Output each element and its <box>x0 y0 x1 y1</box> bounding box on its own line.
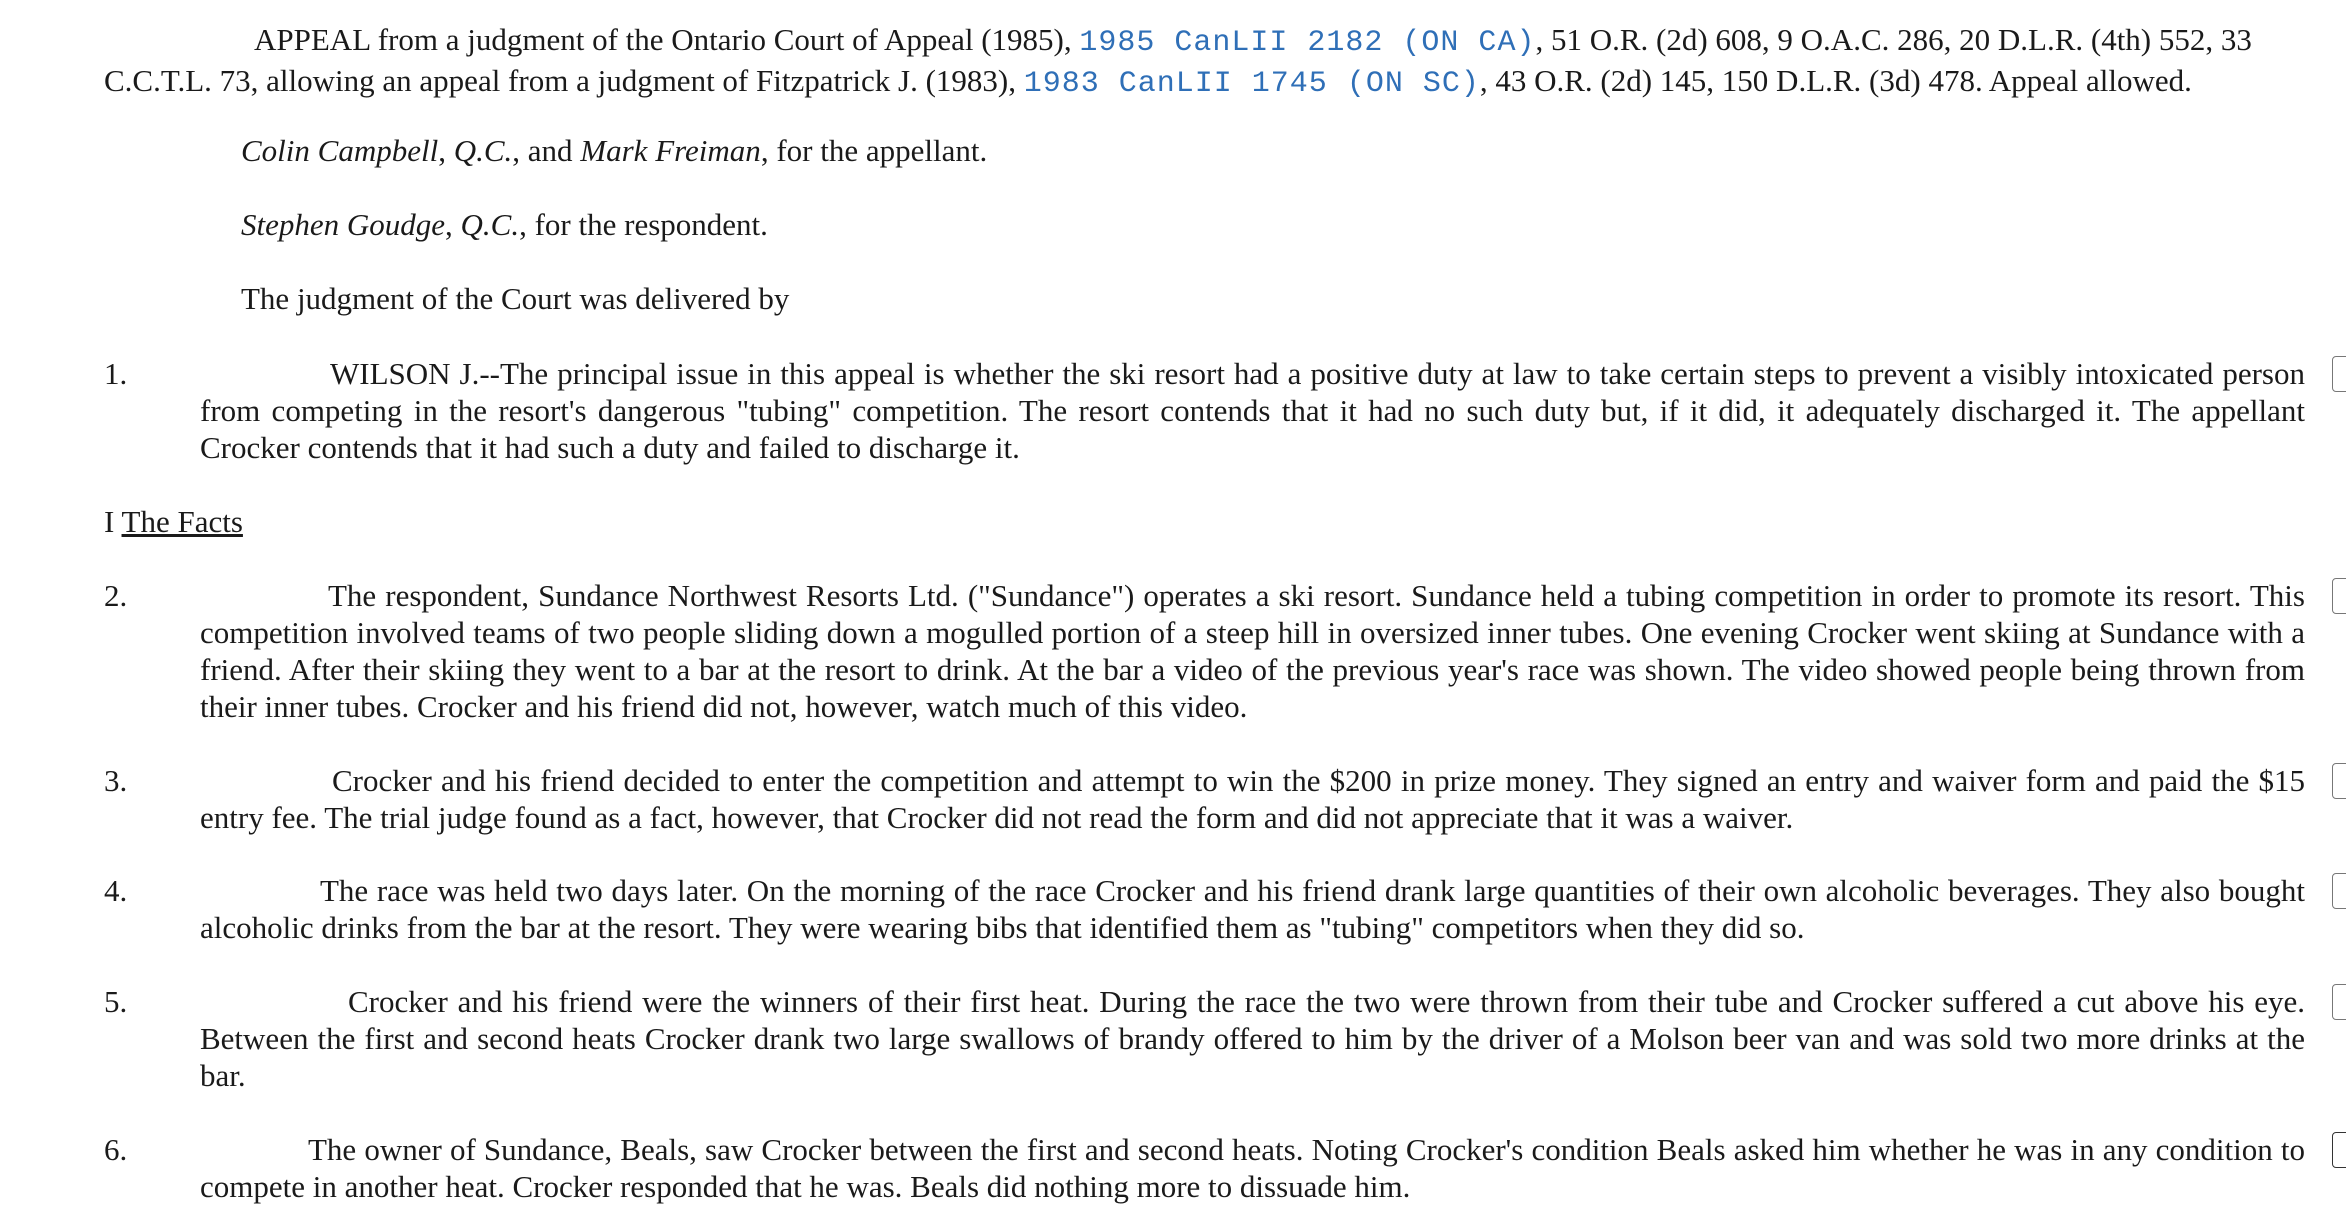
appellant-counsel-name-2: Mark Freiman <box>580 133 761 168</box>
counsel-respondent: Stephen Goudge, Q.C., for the respondent. <box>241 207 768 242</box>
appellant-and: , and <box>512 133 581 168</box>
respondent-role: , for the respondent. <box>519 207 768 242</box>
delivered-by: The judgment of the Court was delivered by <box>241 281 790 316</box>
appellant-qc: Q.C. <box>453 133 513 168</box>
appeal-suffix: , 43 O.R. (2d) 145, 150 D.L.R. (3d) 478. Appeal allowed. <box>1479 63 2192 98</box>
paragraph-4 <box>200 872 2305 946</box>
paragraph-marker-icon[interactable] <box>2332 873 2346 909</box>
section-heading <box>104 503 243 540</box>
paragraph-marker-icon[interactable] <box>2332 984 2346 1020</box>
paragraph-2 <box>200 577 2305 725</box>
paragraph-1 <box>200 355 2305 466</box>
citation-link-ca[interactable]: 1985 CanLII 2182 (ON CA) <box>1079 26 1536 60</box>
paragraph-text: Crocker and his friend decided to enter the competition and attempt to win the $200 in prize money. They signed an entry and waiver form and paid the $15 entry fee. The trial judge found as a fact, however, that Crocker did not read the form and did not appreciate that it was a waiver. <box>200 763 2305 835</box>
paragraph-text: WILSON J.--The principal issue in this appeal is whether the ski resort had a positive duty at law to take certain steps to prevent a visibly intoxicated person from competing in the resort's dangerous "tubing" competition. The resort contends that it had no such duty but, if it did, it adequately discharged it. The appellant Crocker contends that it had such a duty and failed to discharge it. <box>200 356 2305 465</box>
appellant-counsel-name-1: Colin Campbell <box>241 133 439 168</box>
paragraph-marker-icon[interactable] <box>2332 763 2346 799</box>
section-numeral: I <box>104 504 115 539</box>
paragraph-number: 4. <box>104 873 128 908</box>
paragraph-6 <box>200 1131 2305 1205</box>
paragraph-number: 5. <box>104 984 128 1019</box>
paragraph-text: The owner of Sundance, Beals, saw Crocker between the first and second heats. Noting Crocker's condition Beals asked him whether he was in any condition to compete in another heat. Crocker responded that he was. Beals did nothing more to dissuade him. <box>200 1132 2305 1204</box>
citation-link-sc[interactable]: 1983 CanLII 1745 (ON SC) <box>1023 67 1480 101</box>
respondent-counsel-name: Stephen Goudge <box>241 207 446 242</box>
paragraph-3 <box>200 762 2305 836</box>
paragraph-marker-icon[interactable] <box>2332 1132 2346 1168</box>
paragraph-number: 6. <box>104 1132 128 1167</box>
counsel-appellant: Colin Campbell, Q.C., and Mark Freiman, for the appellant. <box>241 133 988 168</box>
paragraph-text: The race was held two days later. On the morning of the race Crocker and his friend drank large quantities of their own alcoholic beverages. They also bought alcoholic drinks from the bar at the resort. They were wearing bibs that identified them as "tubing" competitors when they did so. <box>200 873 2305 945</box>
respondent-qc: Q.C. <box>460 207 520 242</box>
paragraph-marker-icon[interactable] <box>2332 578 2346 614</box>
paragraph-text: The respondent, Sundance Northwest Resorts Ltd. ("Sundance") operates a ski resort. Sundance held a tubing competition in order to promote its resort. This competition involved teams of two people sliding down a mogulled portion of a steep hill in oversized inner tubes. One evening Crocker went skiing at Sundance with a friend. After their skiing they went to a bar at the resort to drink. At the bar a video of the previous year's race was shown. The video showed people being thrown from their inner tubes. Crocker and his friend did not, however, watch much of this video. <box>200 578 2305 724</box>
paragraph-5 <box>200 983 2305 1094</box>
appeal-middle: , 51 O.R. (2d) 608, 9 O.A.C. 286, 20 D.L.R. (4th) 552, 33 C.C.T.L. 73, allowing an appeal from a judgment of Fitzpatrick J. (1983), <box>104 22 2252 98</box>
section-title: The Facts <box>121 504 243 539</box>
paragraph-number: 3. <box>104 763 128 798</box>
appellant-role: , for the appellant. <box>760 133 988 168</box>
paragraph-number: 1. <box>104 356 128 391</box>
paragraph-marker-icon[interactable] <box>2332 356 2346 392</box>
paragraph-number: 2. <box>104 578 128 613</box>
appeal-prefix: APPEAL from a judgment of the Ontario Court of Appeal (1985), <box>254 22 1072 57</box>
paragraph-text: Crocker and his friend were the winners of their first heat. During the race the two were thrown from their tube and Crocker suffered a cut above his eye. Between the first and second heats Crocker drank two large swallows of brandy offered to him by the driver of a Molson beer van and was sold two more drinks at the bar. <box>200 984 2305 1093</box>
appeal-summary <box>104 21 2304 103</box>
